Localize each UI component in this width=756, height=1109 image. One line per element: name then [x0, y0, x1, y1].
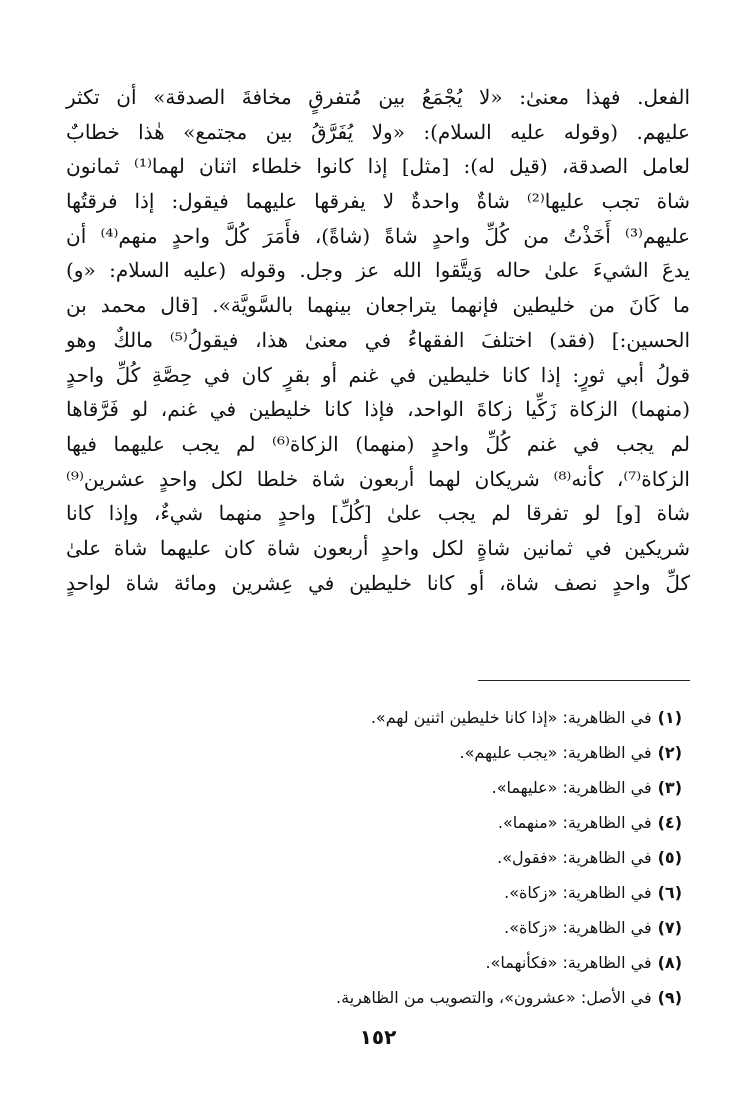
text-line: (منهما) الزكاة زَكِّيا زكاةَ الواحد، فإذا كانا خليطين في غنم، لو فَرَّقاها — [66, 397, 690, 422]
footnote-number: (٩) — [657, 988, 682, 1007]
footnote-text: في الظاهرية: «يجب عليهم». — [459, 743, 652, 762]
footnote — [66, 735, 690, 770]
footnote — [66, 805, 690, 840]
footnote-text: في الظاهرية: «إذا كانا خليطين اثنين لهم». — [370, 708, 652, 727]
main-text — [66, 80, 690, 600]
footnote-number: (٢) — [657, 743, 682, 762]
text-line: عليهم⁽³⁾ أَخَذْتُ من كُلِّ واحدٍ شاةً (شاةً)، فأَمَرَ كُلَّ واحدٍ منهم⁽⁴⁾ أن — [66, 223, 690, 248]
footnote-text: في الظاهرية: «فكأنهما». — [485, 953, 652, 972]
footnote-number: (٦) — [657, 883, 682, 902]
footnotes — [66, 700, 690, 1015]
footnote-number: (٥) — [657, 848, 682, 867]
text-line: عليهم. (وقوله عليه السلام): «ولا يُفَرَّقُ بين مجتمع» هٰذا خطابٌ — [66, 119, 690, 144]
footnote-number: (٧) — [657, 918, 682, 937]
text-line: شاة تجب عليها⁽²⁾ شاةٌ واحدةٌ لا يفرقها عليهما فيقول: إذا فرقتُها — [66, 189, 690, 214]
text-line: ما كَانَ من خليطين فإنهما يتراجعان بينهما بالسَّويَّة». [قال محمد بن — [66, 293, 690, 318]
text-line: قولُ أبي ثورٍ: إذا كانا خليطين في غنم أو بقرٍ كان في حِصَّةِ كُلِّ واحدٍ — [66, 362, 690, 387]
text-line: لعامل الصدقة، (قيل له): [مثل] إذا كانوا خلطاء اثنان لهما⁽¹⁾ ثمانون — [66, 154, 691, 179]
text-line: لم يجب في غنم كُلِّ واحدٍ (منهما) الزكاة⁽⁶⁾ لم يجب عليهما فيها — [66, 431, 690, 456]
text-line: يدعَ الشيءَ علىٰ حاله وَيتَّقوا الله عز وجل. وقوله (عليه السلام: «و) — [66, 258, 690, 283]
footnote — [66, 700, 690, 735]
footnote — [66, 770, 690, 805]
footnote-number: (١) — [657, 708, 682, 727]
footnote — [66, 875, 690, 910]
page-number: ١٥٢ — [359, 1025, 397, 1049]
text-line: شاة [و] لو تفرقا لم يجب علىٰ [كُلِّ] واحدٍ منهما شيءٌ، وإذا كانا — [66, 501, 690, 526]
text-line: الحسين:] (فقد) اختلفَ الفقهاءُ في معنىٰ هذا، فيقولُ⁽⁵⁾ مالكٌ وهو — [66, 327, 690, 352]
footnote-text: في الظاهرية: «زكاة». — [504, 918, 652, 937]
footnote-number: (٣) — [657, 778, 682, 797]
footnote — [66, 840, 690, 875]
text-line: الزكاة⁽⁷⁾، كأنه⁽⁸⁾ شريكان لهما أربعون شاة خلطا لكل واحدٍ عشرين⁽⁹⁾ — [66, 466, 690, 491]
text-line: شريكين في ثمانين شاةٍ لكل واحدٍ أربعون شاة كان عليهما شاة علىٰ — [66, 535, 690, 560]
footnote-text: في الظاهرية: «فقول». — [497, 848, 652, 867]
footnote — [66, 980, 690, 1015]
footnote-number: (٨) — [657, 953, 682, 972]
footnote-divider — [478, 680, 690, 681]
footnote — [66, 910, 690, 945]
footnote-text: في الظاهرية: «زكاة». — [504, 883, 652, 902]
text-line: الفعل. فهذا معنىٰ: «لا يُجْمَعُ بين مُتفرقٍ مخافةَ الصدقة» أن تكثر — [66, 85, 690, 109]
footnote-text: في الظاهرية: «منهما». — [497, 813, 652, 832]
footnote-text: في الأصل: «عشرون»، والتصويب من الظاهرية. — [336, 988, 652, 1007]
text-line: كلِّ واحدٍ نصف شاة، أو كانا خليطين في عِشرين ومائة شاة لواحدٍ — [66, 570, 690, 595]
footnote-number: (٤) — [657, 813, 682, 832]
footnote — [66, 945, 690, 980]
footnote-text: في الظاهرية: «عليهما». — [491, 778, 652, 797]
